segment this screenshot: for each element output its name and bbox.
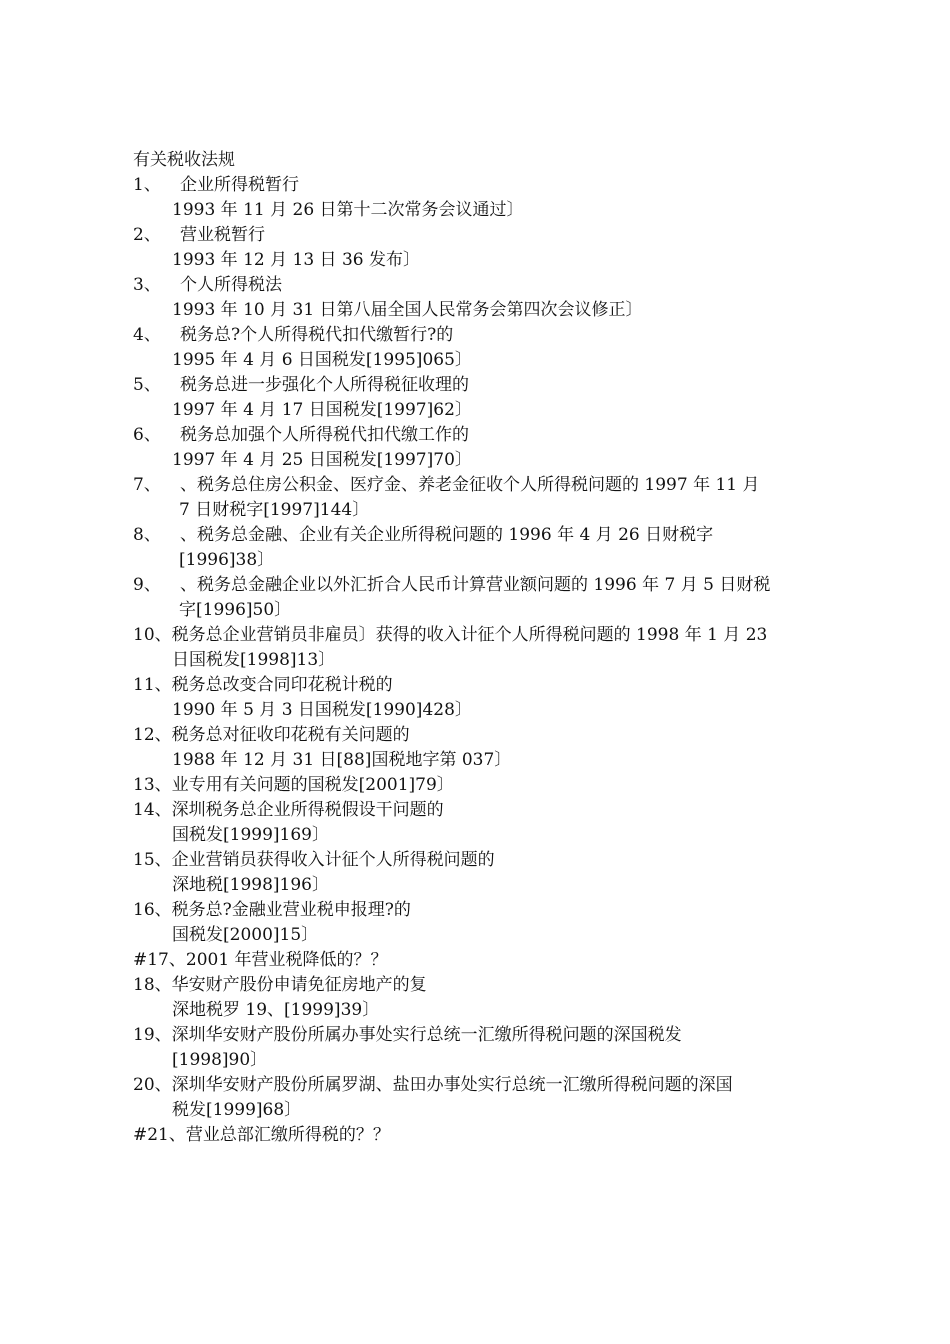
item-number: 16、 xyxy=(133,900,172,920)
item-text: 深圳华安财产股份所属罗湖、盐田办事处实行总统一汇缴所得税问题的深国 xyxy=(171,1075,733,1095)
item-text: 税务总?个人所得税代扣代缴暂行?的 xyxy=(180,325,454,345)
item-text: 营业总部汇缴所得税的？？ xyxy=(185,1125,390,1145)
document-title: 有关税收法规 xyxy=(133,150,235,170)
item-text: 企业所得税暂行 xyxy=(180,175,299,195)
item-number: 20、 xyxy=(133,1075,172,1095)
item-continuation: 税发[1999]68〕 xyxy=(172,1100,302,1120)
item-text: 个人所得税法 xyxy=(180,275,282,295)
item-detail: 1993 年 12 月 13 日 36 发布〕 xyxy=(172,250,420,270)
item-text: 税务总对征收印花税有关问题的 xyxy=(171,725,410,745)
list-item xyxy=(133,973,823,1023)
item-continuation: [1998]90〕 xyxy=(172,1050,268,1070)
list-item xyxy=(133,373,823,423)
item-text: 深圳华安财产股份所属办事处实行总统一汇缴所得税问题的深国税发 xyxy=(171,1025,682,1045)
list-item xyxy=(133,673,823,723)
item-text: 业专用有关问题的国税发[2001]79〕 xyxy=(171,775,454,795)
list-item xyxy=(133,323,823,373)
item-detail: 1993 年 10 月 31 日第八届全国人民常务会第四次会议修正〕 xyxy=(172,300,643,320)
item-text: 、税务总住房公积金、医疗金、养老金征收个人所得税问题的 1997 年 11 月 xyxy=(180,475,760,495)
item-detail: 1997 年 4 月 25 日国税发[1997]70〕 xyxy=(172,450,472,470)
item-number: 15、 xyxy=(133,850,172,870)
item-text: 税务总改变合同印花税计税的 xyxy=(171,675,393,695)
list-item xyxy=(133,798,823,848)
item-number: 11、 xyxy=(133,675,172,695)
list-item xyxy=(133,423,823,473)
list-item xyxy=(133,273,823,323)
item-detail: 1997 年 4 月 17 日国税发[1997]62〕 xyxy=(172,400,472,420)
item-number: 10、 xyxy=(133,625,172,645)
item-number: 3、 xyxy=(133,275,161,295)
list-item xyxy=(133,1073,823,1123)
item-number: 6、 xyxy=(133,425,161,445)
item-text: 税务总?金融业营业税申报理?的 xyxy=(171,900,411,920)
item-detail: 国税发[2000]15〕 xyxy=(172,925,319,945)
item-text: 税务总企业营销员非雇员〕获得的收入计征个人所得税问题的 1998 年 1 月 23 xyxy=(171,625,768,645)
list-item xyxy=(133,1123,823,1148)
item-text: 税务总加强个人所得税代扣代缴工作的 xyxy=(180,425,469,445)
list-item xyxy=(133,948,823,973)
item-continuation: [1996]38〕 xyxy=(179,550,275,570)
item-text: 、税务总金融企业以外汇折合人民币计算营业额问题的 1996 年 7 月 5 日财税 xyxy=(180,575,771,595)
item-text: 华安财产股份申请免征房地产的复 xyxy=(171,975,427,995)
item-text: 深圳税务总企业所得税假设干问题的 xyxy=(171,800,444,820)
item-number: 1、 xyxy=(133,175,161,195)
item-detail: 1995 年 4 月 6 日国税发[1995]065〕 xyxy=(172,350,472,370)
item-number: 12、 xyxy=(133,725,172,745)
item-detail: 深地税[1998]196〕 xyxy=(172,875,329,895)
item-text: 、税务总金融、企业有关企业所得税问题的 1996 年 4 月 26 日财税字 xyxy=(180,525,714,545)
item-continuation: 字[1996]50〕 xyxy=(179,600,292,620)
item-text: 税务总进一步强化个人所得税征收理的 xyxy=(180,375,469,395)
list-item xyxy=(133,848,823,898)
item-detail: 国税发[1999]169〕 xyxy=(172,825,329,845)
item-detail: 1988 年 12 月 31 日[88]国税地字第 037〕 xyxy=(172,750,512,770)
list-item xyxy=(133,623,823,673)
item-number: 4、 xyxy=(133,325,161,345)
item-text: 企业营销员获得收入计征个人所得税问题的 xyxy=(171,850,495,870)
item-number: 7、 xyxy=(133,475,161,495)
list-item xyxy=(133,723,823,773)
item-detail: 1990 年 5 月 3 日国税发[1990]428〕 xyxy=(172,700,472,720)
item-number: 9、 xyxy=(133,575,161,595)
list-item xyxy=(133,523,823,573)
item-number: #17、 xyxy=(133,950,186,970)
list-item xyxy=(133,173,823,223)
list-item xyxy=(133,473,823,523)
item-number: 14、 xyxy=(133,800,172,820)
item-number: 8、 xyxy=(133,525,161,545)
list-item xyxy=(133,1023,823,1073)
item-continuation: 7 日财税字[1997]144〕 xyxy=(179,500,370,520)
item-number: 5、 xyxy=(133,375,161,395)
item-detail: 深地税罗 19、[1999]39〕 xyxy=(172,1000,380,1020)
item-number: 19、 xyxy=(133,1025,172,1045)
list-item xyxy=(133,773,823,798)
item-number: 2、 xyxy=(133,225,161,245)
item-number: 18、 xyxy=(133,975,172,995)
item-number: #21、 xyxy=(133,1125,186,1145)
list-item xyxy=(133,898,823,948)
list-item xyxy=(133,223,823,273)
item-number: 13、 xyxy=(133,775,172,795)
regulation-list xyxy=(133,173,823,1148)
item-text: 营业税暂行 xyxy=(180,225,265,245)
item-continuation: 日国税发[1998]13〕 xyxy=(172,650,336,670)
item-text: 2001 年营业税降低的？？ xyxy=(185,950,388,970)
list-item xyxy=(133,573,823,623)
item-detail: 1993 年 11 月 26 日第十二次常务会议通过〕 xyxy=(172,200,524,220)
